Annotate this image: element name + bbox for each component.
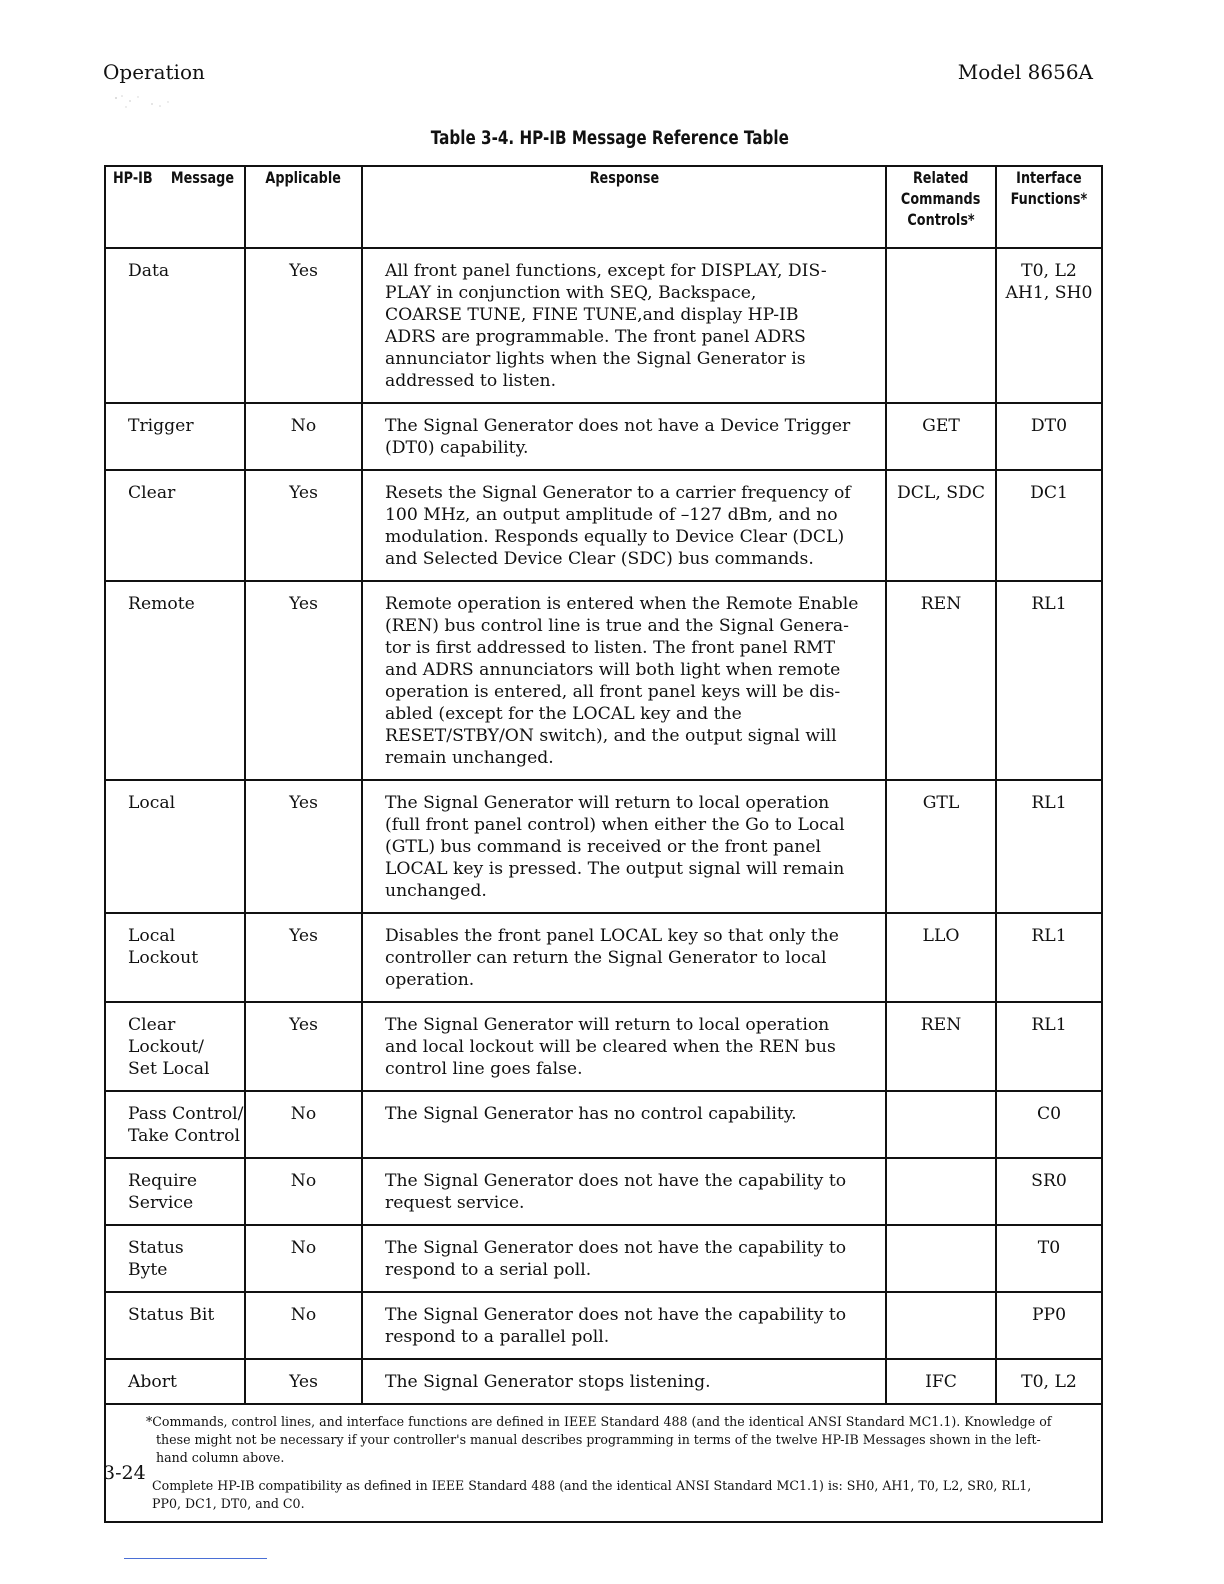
cell-response-line: The Signal Generator has no control capability. [385, 1104, 797, 1124]
cell-message [106, 1293, 246, 1360]
page-number: 3-24 [103, 1462, 146, 1484]
table-row [106, 1092, 1101, 1159]
cell-response-line: 100 MHz, an output amplitude of –127 dBm, and no [385, 505, 838, 525]
cell-message [106, 1003, 246, 1092]
table-row [106, 1159, 1101, 1226]
hpib-message-reference-table [106, 167, 1101, 1405]
cell-response-line: RESET/STBY/ON switch), and the output signal will [385, 726, 837, 746]
cell-related-commands-line: DCL, SDC [897, 483, 985, 503]
cell-applicable [246, 914, 363, 1003]
cell-response-line: respond to a serial poll. [385, 1260, 592, 1280]
col-header-related-commands: Related Commands Controls* [887, 167, 997, 249]
cell-response-line: and ADRS annunciators will both light when remote [385, 660, 841, 680]
cell-response-line: COARSE TUNE, FINE TUNE,and display HP-IB [385, 305, 799, 325]
cell-message-line: Take Control [128, 1126, 240, 1146]
cell-response-line: unchanged. [385, 881, 487, 901]
cell-interface-functions-line: C0 [1036, 1104, 1062, 1124]
cell-response [363, 1159, 887, 1226]
cell-response-line: addressed to listen. [385, 371, 557, 391]
footnote-text: *Commands, control lines, and interface functions are defined in IEEE Standard 488 (and the identical ANSI Standard MC1.1). Knowledge of these might not be necessary if your controller's manual describes programming in terms of the twelve HP-IB Messages shown in the left-hand column above. [146, 1414, 1052, 1465]
cell-message-line: Byte [128, 1260, 168, 1280]
cell-message [106, 1092, 246, 1159]
cell-response-line: (REN) bus control line is true and the Signal Genera- [385, 616, 849, 636]
cell-applicable [246, 1360, 363, 1405]
cell-response-line: (full front panel control) when either the Go to Local [385, 815, 845, 835]
cell-message-line: Require [128, 1171, 198, 1191]
table-row [106, 404, 1101, 471]
cell-response [363, 471, 887, 582]
table-row [106, 1293, 1101, 1360]
cell-applicable-text: Yes [289, 926, 318, 946]
cell-message-line: Trigger [128, 416, 194, 436]
table-row [106, 914, 1101, 1003]
cell-response-line: and local lockout will be cleared when the REN bus [385, 1037, 836, 1057]
cell-message-line: Local [128, 793, 176, 813]
cell-response [363, 582, 887, 781]
col-header-interface-functions: Interface Functions* [997, 167, 1101, 249]
cell-response [363, 1226, 887, 1293]
cell-interface-functions [997, 781, 1101, 914]
cell-interface-functions [997, 404, 1101, 471]
cell-response [363, 404, 887, 471]
col-header-response: Response [363, 167, 887, 249]
cell-response-line: All front panel functions, except for DISPLAY, DIS- [385, 261, 827, 281]
cell-related-commands-line: GTL [922, 793, 960, 813]
cell-interface-functions-line: SR0 [1031, 1171, 1067, 1191]
cell-response-line: control line goes false. [385, 1059, 583, 1079]
cell-response-line: ADRS are programmable. The front panel ADRS [385, 327, 806, 347]
scan-edge-line [124, 1558, 267, 1559]
cell-message [106, 404, 246, 471]
col-header-message: HP-IB Message [106, 167, 246, 249]
cell-message-line: Remote [128, 594, 195, 614]
cell-interface-functions [997, 1293, 1101, 1360]
cell-message [106, 249, 246, 404]
cell-message-line: Clear [128, 1015, 176, 1035]
cell-message [106, 1159, 246, 1226]
cell-interface-functions [997, 582, 1101, 781]
cell-response-line: abled (except for the LOCAL key and the [385, 704, 742, 724]
cell-interface-functions [997, 1092, 1101, 1159]
cell-applicable-text: Yes [289, 483, 318, 503]
cell-interface-functions-line: T0, L2 [1021, 1372, 1077, 1392]
cell-related-commands-line: REN [920, 1015, 962, 1035]
table-caption: Table 3-4. HP-IB Message Reference Table [430, 128, 789, 149]
cell-message-line: Service [128, 1193, 194, 1213]
table-row [106, 1226, 1101, 1293]
cell-applicable-text: Yes [289, 793, 318, 813]
cell-message-line: Lockout/ [128, 1037, 204, 1057]
cell-response [363, 781, 887, 914]
cell-related-commands-line: REN [920, 594, 962, 614]
cell-message [106, 781, 246, 914]
cell-message-line: Set Local [128, 1059, 210, 1079]
cell-applicable-text: No [290, 1104, 317, 1124]
cell-message-line: Data [128, 261, 170, 281]
scan-speckle [108, 92, 178, 114]
cell-response-line: controller can return the Signal Generator to local [385, 948, 827, 968]
cell-related-commands-line: IFC [925, 1372, 957, 1392]
running-header-model: Model 8656A [957, 60, 1093, 84]
cell-response-line: remain unchanged. [385, 748, 554, 768]
cell-response-line: (GTL) bus command is received or the front panel [385, 837, 821, 857]
cell-response [363, 1293, 887, 1360]
cell-response [363, 249, 887, 404]
cell-applicable [246, 781, 363, 914]
cell-interface-functions-line: AH1, SH0 [1005, 283, 1093, 303]
cell-applicable-text: No [290, 1305, 317, 1325]
cell-interface-functions-line: RL1 [1031, 594, 1067, 614]
cell-response-line: and Selected Device Clear (SDC) bus commands. [385, 549, 814, 569]
cell-applicable-text: Yes [289, 1015, 318, 1035]
table-row [106, 1360, 1101, 1405]
cell-interface-functions [997, 1360, 1101, 1405]
table-body [106, 249, 1101, 1405]
cell-interface-functions [997, 249, 1101, 404]
cell-interface-functions [997, 1003, 1101, 1092]
cell-applicable [246, 471, 363, 582]
cell-message [106, 1360, 246, 1405]
cell-response [363, 1092, 887, 1159]
reference-table-frame [104, 165, 1103, 1523]
cell-related-commands [887, 1159, 997, 1226]
cell-response-line: Disables the front panel LOCAL key so that only the [385, 926, 839, 946]
cell-response-line: The Signal Generator will return to local operation [385, 793, 830, 813]
cell-applicable-text: No [290, 1171, 317, 1191]
cell-message [106, 914, 246, 1003]
cell-applicable-text: Yes [289, 594, 318, 614]
cell-response [363, 1003, 887, 1092]
cell-related-commands [887, 404, 997, 471]
cell-interface-functions-line: RL1 [1031, 1015, 1067, 1035]
cell-response-line: tor is first addressed to listen. The front panel RMT [385, 638, 836, 658]
cell-applicable [246, 1092, 363, 1159]
cell-response-line: LOCAL key is pressed. The output signal will remain [385, 859, 845, 879]
table-row [106, 582, 1101, 781]
compatibility-note: Complete HP-IB compatibility as defined in IEEE Standard 488 (and the identical ANSI Standard MC1.1) is: SH0, AH1, T0, L2, SR0, RL1, PP0, DC1, DT0, and C0. [152, 1478, 1032, 1511]
cell-message-line: Abort [128, 1372, 177, 1392]
cell-response-line: The Signal Generator does not have the capability to [385, 1171, 847, 1191]
cell-related-commands [887, 1003, 997, 1092]
cell-related-commands [887, 914, 997, 1003]
cell-message-line: Clear [128, 483, 176, 503]
cell-message [106, 471, 246, 582]
cell-response-line: (DT0) capability. [385, 438, 529, 458]
cell-applicable [246, 1003, 363, 1092]
cell-message-line: Status [128, 1238, 184, 1258]
cell-response-line: The Signal Generator stops listening. [385, 1372, 711, 1392]
cell-response-line: The Signal Generator will return to local operation [385, 1015, 830, 1035]
cell-interface-functions-line: T0 [1037, 1238, 1061, 1258]
cell-applicable-text: No [290, 1238, 317, 1258]
cell-applicable [246, 1293, 363, 1360]
cell-message [106, 1226, 246, 1293]
cell-interface-functions-line: RL1 [1031, 793, 1067, 813]
cell-related-commands [887, 781, 997, 914]
cell-applicable [246, 1159, 363, 1226]
table-notes [106, 1405, 1101, 1521]
cell-applicable [246, 1226, 363, 1293]
cell-applicable-text: No [290, 416, 317, 436]
cell-response-line: Remote operation is entered when the Remote Enable [385, 594, 859, 614]
table-row [106, 471, 1101, 582]
col-header-applicable: Applicable [246, 167, 363, 249]
cell-interface-functions-line: T0, L2 [1021, 261, 1077, 281]
cell-applicable-text: Yes [289, 1372, 318, 1392]
cell-response-line: The Signal Generator does not have a Device Trigger [385, 416, 851, 436]
cell-response [363, 1360, 887, 1405]
cell-interface-functions-line: PP0 [1031, 1305, 1067, 1325]
cell-applicable [246, 404, 363, 471]
cell-message-line: Status Bit [128, 1305, 215, 1325]
cell-applicable [246, 249, 363, 404]
cell-interface-functions-line: DT0 [1030, 416, 1068, 436]
cell-related-commands [887, 471, 997, 582]
cell-message-line: Pass Control/ [128, 1104, 244, 1124]
cell-related-commands [887, 1360, 997, 1405]
cell-response-line: request service. [385, 1193, 525, 1213]
cell-interface-functions [997, 1226, 1101, 1293]
cell-interface-functions-line: RL1 [1031, 926, 1067, 946]
cell-interface-functions [997, 1159, 1101, 1226]
table-row [106, 1003, 1101, 1092]
cell-related-commands [887, 1293, 997, 1360]
cell-response [363, 914, 887, 1003]
cell-related-commands [887, 249, 997, 404]
cell-related-commands [887, 1092, 997, 1159]
cell-interface-functions [997, 471, 1101, 582]
cell-interface-functions [997, 914, 1101, 1003]
cell-message-line: Lockout [128, 948, 199, 968]
cell-related-commands-line: LLO [922, 926, 960, 946]
cell-message-line: Local [128, 926, 176, 946]
cell-response-line: The Signal Generator does not have the capability to [385, 1238, 847, 1258]
cell-response-line: PLAY in conjunction with SEQ, Backspace, [385, 283, 757, 303]
cell-applicable-text: Yes [289, 261, 318, 281]
cell-response-line: respond to a parallel poll. [385, 1327, 610, 1347]
cell-message [106, 582, 246, 781]
cell-interface-functions-line: DC1 [1030, 483, 1068, 503]
cell-related-commands [887, 1226, 997, 1293]
cell-response-line: Resets the Signal Generator to a carrier frequency of [385, 483, 851, 503]
cell-response-line: The Signal Generator does not have the capability to [385, 1305, 847, 1325]
cell-response-line: modulation. Responds equally to Device Clear (DCL) [385, 527, 845, 547]
table-row [106, 781, 1101, 914]
cell-related-commands [887, 582, 997, 781]
table-row [106, 249, 1101, 404]
table-header-row [106, 167, 1101, 249]
cell-applicable [246, 582, 363, 781]
cell-response-line: operation. [385, 970, 475, 990]
cell-response-line: operation is entered, all front panel keys will be dis- [385, 682, 841, 702]
cell-related-commands-line: GET [922, 416, 960, 436]
running-header-section: Operation [103, 60, 205, 84]
cell-response-line: annunciator lights when the Signal Generator is [385, 349, 806, 369]
